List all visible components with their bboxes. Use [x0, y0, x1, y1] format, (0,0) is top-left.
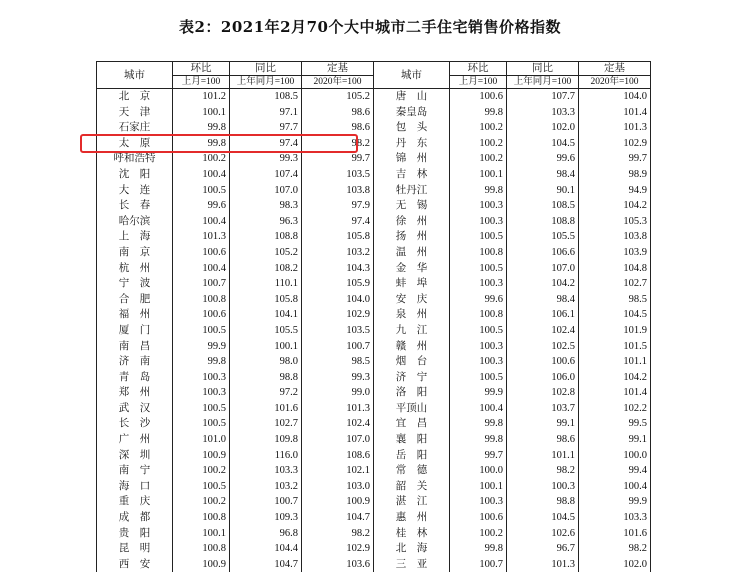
- header-yoy-left: 同比: [230, 62, 302, 76]
- table-row: [97, 214, 651, 230]
- right-city-name: 韶 关: [374, 479, 450, 495]
- left-yoy-value: 108.2: [230, 261, 302, 277]
- right-yoy-value: 104.5: [507, 136, 579, 152]
- left-city-name: 福 州: [97, 307, 173, 323]
- left-city-name: 昆 明: [97, 541, 173, 557]
- right-yoy-value: 102.0: [507, 120, 579, 136]
- right-mom-value: 99.8: [450, 183, 507, 199]
- left-base-value: 105.9: [302, 276, 374, 292]
- left-city-name: 南 昌: [97, 339, 173, 355]
- left-mom-value: 100.1: [173, 526, 230, 542]
- left-city-name: 大 连: [97, 183, 173, 199]
- left-mom-value: 100.9: [173, 448, 230, 464]
- right-base-value: 98.9: [579, 167, 651, 183]
- right-city-name: 丹 东: [374, 136, 450, 152]
- right-city-name: 惠 州: [374, 510, 450, 526]
- left-yoy-value: 107.4: [230, 167, 302, 183]
- left-base-value: 97.4: [302, 214, 374, 230]
- right-base-value: 101.5: [579, 339, 651, 355]
- left-mom-value: 101.3: [173, 229, 230, 245]
- left-yoy-value: 104.4: [230, 541, 302, 557]
- left-mom-value: 100.4: [173, 167, 230, 183]
- right-base-value: 104.2: [579, 198, 651, 214]
- left-base-value: 101.3: [302, 401, 374, 417]
- right-base-value: 103.8: [579, 229, 651, 245]
- table-row: [97, 136, 651, 152]
- right-base-value: 101.1: [579, 354, 651, 370]
- left-base-value: 108.6: [302, 448, 374, 464]
- right-base-value: 99.4: [579, 463, 651, 479]
- right-yoy-value: 104.2: [507, 276, 579, 292]
- left-yoy-value: 103.3: [230, 463, 302, 479]
- left-yoy-value: 102.7: [230, 416, 302, 432]
- right-mom-value: 99.8: [450, 432, 507, 448]
- right-mom-value: 100.8: [450, 307, 507, 323]
- left-city-name: 哈尔滨: [97, 214, 173, 230]
- table-row: [97, 105, 651, 121]
- left-base-value: 103.2: [302, 245, 374, 261]
- left-yoy-value: 98.8: [230, 370, 302, 386]
- left-city-name: 重 庆: [97, 494, 173, 510]
- right-yoy-value: 107.0: [507, 261, 579, 277]
- right-city-name: 襄 阳: [374, 432, 450, 448]
- right-city-name: 唐 山: [374, 89, 450, 105]
- right-base-value: 102.0: [579, 557, 651, 573]
- right-base-value: 103.3: [579, 510, 651, 526]
- left-mom-value: 100.5: [173, 401, 230, 417]
- right-city-name: 湛 江: [374, 494, 450, 510]
- right-base-value: 105.3: [579, 214, 651, 230]
- left-city-name: 合 肥: [97, 292, 173, 308]
- left-mom-value: 100.8: [173, 541, 230, 557]
- header-base-left: 定基: [302, 62, 374, 76]
- header-city-left: 城市: [97, 62, 173, 89]
- right-mom-value: 99.7: [450, 448, 507, 464]
- left-mom-value: 99.8: [173, 120, 230, 136]
- right-mom-value: 100.5: [450, 261, 507, 277]
- right-yoy-value: 98.2: [507, 463, 579, 479]
- table-row: [97, 198, 651, 214]
- right-yoy-value: 107.7: [507, 89, 579, 105]
- table-row: [97, 276, 651, 292]
- right-base-value: 101.3: [579, 120, 651, 136]
- left-base-value: 99.0: [302, 385, 374, 401]
- left-mom-value: 99.8: [173, 136, 230, 152]
- left-yoy-value: 105.2: [230, 245, 302, 261]
- right-base-value: 99.9: [579, 494, 651, 510]
- left-base-value: 104.7: [302, 510, 374, 526]
- table-row: [97, 479, 651, 495]
- right-city-name: 宜 昌: [374, 416, 450, 432]
- right-yoy-value: 106.0: [507, 370, 579, 386]
- right-base-value: 104.8: [579, 261, 651, 277]
- subheader-base-left: 2020年=100: [302, 76, 374, 89]
- left-city-name: 深 圳: [97, 448, 173, 464]
- left-mom-value: 100.4: [173, 214, 230, 230]
- table-row: [97, 151, 651, 167]
- left-base-value: 102.9: [302, 541, 374, 557]
- left-base-value: 102.9: [302, 307, 374, 323]
- left-city-name: 长 沙: [97, 416, 173, 432]
- right-base-value: 100.0: [579, 448, 651, 464]
- left-base-value: 98.2: [302, 526, 374, 542]
- left-base-value: 107.0: [302, 432, 374, 448]
- header-mom-right: 环比: [450, 62, 507, 76]
- right-mom-value: 100.1: [450, 167, 507, 183]
- left-yoy-value: 100.7: [230, 494, 302, 510]
- right-mom-value: 100.3: [450, 339, 507, 355]
- left-city-name: 上 海: [97, 229, 173, 245]
- right-yoy-value: 99.1: [507, 416, 579, 432]
- table-row: [97, 354, 651, 370]
- left-mom-value: 100.5: [173, 416, 230, 432]
- right-yoy-value: 98.8: [507, 494, 579, 510]
- left-city-name: 杭 州: [97, 261, 173, 277]
- left-city-name: 长 春: [97, 198, 173, 214]
- left-mom-value: 100.2: [173, 151, 230, 167]
- left-base-value: 103.0: [302, 479, 374, 495]
- right-city-name: 安 庆: [374, 292, 450, 308]
- price-index-table: [96, 61, 651, 572]
- right-yoy-value: 106.1: [507, 307, 579, 323]
- right-mom-value: 100.6: [450, 89, 507, 105]
- right-city-name: 北 海: [374, 541, 450, 557]
- right-city-name: 吉 林: [374, 167, 450, 183]
- right-city-name: 包 头: [374, 120, 450, 136]
- table-row: [97, 416, 651, 432]
- left-city-name: 石家庄: [97, 120, 173, 136]
- table-row: [97, 245, 651, 261]
- right-yoy-value: 99.6: [507, 151, 579, 167]
- left-base-value: 98.6: [302, 105, 374, 121]
- right-mom-value: 99.9: [450, 385, 507, 401]
- left-city-name: 呼和浩特: [97, 151, 173, 167]
- left-city-name: 北 京: [97, 89, 173, 105]
- right-mom-value: 100.5: [450, 323, 507, 339]
- table-body: [97, 89, 651, 573]
- left-mom-value: 100.4: [173, 261, 230, 277]
- right-base-value: 99.5: [579, 416, 651, 432]
- left-base-value: 99.3: [302, 370, 374, 386]
- table-row: [97, 323, 651, 339]
- right-city-name: 平顶山: [374, 401, 450, 417]
- left-base-value: 103.8: [302, 183, 374, 199]
- right-base-value: 99.7: [579, 151, 651, 167]
- right-mom-value: 100.3: [450, 214, 507, 230]
- right-city-name: 三 亚: [374, 557, 450, 573]
- table-row: [97, 448, 651, 464]
- left-mom-value: 101.2: [173, 89, 230, 105]
- left-base-value: 98.6: [302, 120, 374, 136]
- table-row: [97, 292, 651, 308]
- left-city-name: 厦 门: [97, 323, 173, 339]
- right-city-name: 秦皇岛: [374, 105, 450, 121]
- left-mom-value: 100.5: [173, 183, 230, 199]
- right-base-value: 101.4: [579, 105, 651, 121]
- left-base-value: 105.2: [302, 89, 374, 105]
- left-city-name: 成 都: [97, 510, 173, 526]
- right-mom-value: 100.3: [450, 354, 507, 370]
- right-city-name: 蚌 埠: [374, 276, 450, 292]
- right-mom-value: 100.8: [450, 245, 507, 261]
- left-yoy-value: 96.3: [230, 214, 302, 230]
- right-base-value: 103.9: [579, 245, 651, 261]
- left-city-name: 贵 阳: [97, 526, 173, 542]
- right-mom-value: 99.8: [450, 541, 507, 557]
- table-row: [97, 385, 651, 401]
- right-mom-value: 100.2: [450, 151, 507, 167]
- left-mom-value: 100.5: [173, 479, 230, 495]
- right-yoy-value: 108.5: [507, 198, 579, 214]
- left-base-value: 98.2: [302, 136, 374, 152]
- left-yoy-value: 97.7: [230, 120, 302, 136]
- left-city-name: 济 南: [97, 354, 173, 370]
- left-yoy-value: 108.5: [230, 89, 302, 105]
- right-mom-value: 100.6: [450, 510, 507, 526]
- right-mom-value: 100.5: [450, 229, 507, 245]
- left-mom-value: 99.9: [173, 339, 230, 355]
- left-yoy-value: 100.1: [230, 339, 302, 355]
- left-yoy-value: 105.5: [230, 323, 302, 339]
- right-mom-value: 100.2: [450, 526, 507, 542]
- right-base-value: 101.4: [579, 385, 651, 401]
- right-yoy-value: 106.6: [507, 245, 579, 261]
- left-city-name: 海 口: [97, 479, 173, 495]
- left-city-name: 武 汉: [97, 401, 173, 417]
- left-base-value: 105.8: [302, 229, 374, 245]
- left-base-value: 100.7: [302, 339, 374, 355]
- right-yoy-value: 105.5: [507, 229, 579, 245]
- left-mom-value: 100.2: [173, 494, 230, 510]
- table-row: [97, 494, 651, 510]
- left-base-value: 104.3: [302, 261, 374, 277]
- left-base-value: 99.7: [302, 151, 374, 167]
- left-mom-value: 100.7: [173, 276, 230, 292]
- subheader-yoy-left: 上年同月=100: [230, 76, 302, 89]
- left-yoy-value: 97.2: [230, 385, 302, 401]
- left-mom-value: 100.5: [173, 323, 230, 339]
- right-mom-value: 99.8: [450, 416, 507, 432]
- table-row: [97, 432, 651, 448]
- left-mom-value: 101.0: [173, 432, 230, 448]
- table-row: [97, 510, 651, 526]
- table-row: [97, 307, 651, 323]
- left-base-value: 103.5: [302, 323, 374, 339]
- table-row: [97, 89, 651, 105]
- right-city-name: 锦 州: [374, 151, 450, 167]
- right-city-name: 济 宁: [374, 370, 450, 386]
- right-base-value: 104.0: [579, 89, 651, 105]
- right-mom-value: 100.2: [450, 136, 507, 152]
- table-row: [97, 120, 651, 136]
- left-yoy-value: 109.3: [230, 510, 302, 526]
- right-city-name: 洛 阳: [374, 385, 450, 401]
- right-base-value: 100.4: [579, 479, 651, 495]
- left-base-value: 104.0: [302, 292, 374, 308]
- right-yoy-value: 103.7: [507, 401, 579, 417]
- table-row: [97, 229, 651, 245]
- table-row: [97, 261, 651, 277]
- right-mom-value: 100.2: [450, 120, 507, 136]
- right-base-value: 102.7: [579, 276, 651, 292]
- left-city-name: 南 京: [97, 245, 173, 261]
- left-mom-value: 100.8: [173, 510, 230, 526]
- left-base-value: 97.9: [302, 198, 374, 214]
- right-mom-value: 100.1: [450, 479, 507, 495]
- left-city-name: 青 岛: [97, 370, 173, 386]
- right-base-value: 94.9: [579, 183, 651, 199]
- right-base-value: 101.6: [579, 526, 651, 542]
- left-yoy-value: 104.1: [230, 307, 302, 323]
- table-row: [97, 463, 651, 479]
- right-yoy-value: 108.8: [507, 214, 579, 230]
- right-base-value: 104.5: [579, 307, 651, 323]
- left-base-value: 103.5: [302, 167, 374, 183]
- left-yoy-value: 98.0: [230, 354, 302, 370]
- right-mom-value: 100.3: [450, 198, 507, 214]
- left-city-name: 南 宁: [97, 463, 173, 479]
- left-city-name: 西 安: [97, 557, 173, 573]
- table-row: [97, 526, 651, 542]
- right-mom-value: 100.3: [450, 494, 507, 510]
- table-title: 表2：2021年2月70个大中城市二手住宅销售价格指数: [179, 18, 561, 36]
- right-mom-value: 100.0: [450, 463, 507, 479]
- right-yoy-value: 101.1: [507, 448, 579, 464]
- right-yoy-value: 101.3: [507, 557, 579, 573]
- right-city-name: 赣 州: [374, 339, 450, 355]
- left-base-value: 98.5: [302, 354, 374, 370]
- subheader-mom-right: 上月=100: [450, 76, 507, 89]
- left-mom-value: 99.6: [173, 198, 230, 214]
- left-mom-value: 100.6: [173, 307, 230, 323]
- left-yoy-value: 109.8: [230, 432, 302, 448]
- left-city-name: 天 津: [97, 105, 173, 121]
- left-yoy-value: 116.0: [230, 448, 302, 464]
- subheader-yoy-right: 上年同月=100: [507, 76, 579, 89]
- left-city-name: 宁 波: [97, 276, 173, 292]
- left-base-value: 102.1: [302, 463, 374, 479]
- left-yoy-value: 97.1: [230, 105, 302, 121]
- table-row: [97, 183, 651, 199]
- header-base-right: 定基: [579, 62, 651, 76]
- left-yoy-value: 103.2: [230, 479, 302, 495]
- right-yoy-value: 102.5: [507, 339, 579, 355]
- right-base-value: 101.9: [579, 323, 651, 339]
- right-yoy-value: 100.6: [507, 354, 579, 370]
- left-yoy-value: 97.4: [230, 136, 302, 152]
- right-yoy-value: 90.1: [507, 183, 579, 199]
- right-mom-value: 100.7: [450, 557, 507, 573]
- right-base-value: 102.9: [579, 136, 651, 152]
- right-yoy-value: 104.5: [507, 510, 579, 526]
- right-yoy-value: 102.8: [507, 385, 579, 401]
- right-yoy-value: 96.7: [507, 541, 579, 557]
- left-yoy-value: 110.1: [230, 276, 302, 292]
- right-mom-value: 99.6: [450, 292, 507, 308]
- right-base-value: 98.5: [579, 292, 651, 308]
- left-mom-value: 100.8: [173, 292, 230, 308]
- left-yoy-value: 101.6: [230, 401, 302, 417]
- left-mom-value: 100.2: [173, 463, 230, 479]
- header-mom-left: 环比: [173, 62, 230, 76]
- right-yoy-value: 98.4: [507, 292, 579, 308]
- left-yoy-value: 107.0: [230, 183, 302, 199]
- header-yoy-right: 同比: [507, 62, 579, 76]
- right-city-name: 徐 州: [374, 214, 450, 230]
- left-city-name: 广 州: [97, 432, 173, 448]
- right-yoy-value: 100.3: [507, 479, 579, 495]
- right-base-value: 98.2: [579, 541, 651, 557]
- right-city-name: 桂 林: [374, 526, 450, 542]
- right-mom-value: 100.3: [450, 276, 507, 292]
- right-city-name: 牡丹江: [374, 183, 450, 199]
- right-city-name: 常 德: [374, 463, 450, 479]
- right-base-value: 99.1: [579, 432, 651, 448]
- right-city-name: 岳 阳: [374, 448, 450, 464]
- right-city-name: 金 华: [374, 261, 450, 277]
- right-city-name: 九 江: [374, 323, 450, 339]
- table-row: [97, 401, 651, 417]
- right-mom-value: 100.5: [450, 370, 507, 386]
- left-mom-value: 100.1: [173, 105, 230, 121]
- left-yoy-value: 96.8: [230, 526, 302, 542]
- left-city-name: 郑 州: [97, 385, 173, 401]
- right-yoy-value: 98.4: [507, 167, 579, 183]
- left-yoy-value: 98.3: [230, 198, 302, 214]
- right-city-name: 扬 州: [374, 229, 450, 245]
- left-yoy-value: 104.7: [230, 557, 302, 573]
- left-yoy-value: 99.3: [230, 151, 302, 167]
- header-row: [97, 62, 651, 76]
- right-mom-value: 99.8: [450, 105, 507, 121]
- left-mom-value: 100.3: [173, 370, 230, 386]
- right-yoy-value: 102.6: [507, 526, 579, 542]
- left-yoy-value: 105.8: [230, 292, 302, 308]
- left-base-value: 100.9: [302, 494, 374, 510]
- left-city-name: 沈 阳: [97, 167, 173, 183]
- table-row: [97, 339, 651, 355]
- right-city-name: 泉 州: [374, 307, 450, 323]
- table-row: [97, 167, 651, 183]
- table-row: [97, 557, 651, 573]
- left-base-value: 102.4: [302, 416, 374, 432]
- header-city-right: 城市: [374, 62, 450, 89]
- left-city-name: 太 原: [97, 136, 173, 152]
- right-base-value: 104.2: [579, 370, 651, 386]
- left-base-value: 103.6: [302, 557, 374, 573]
- right-yoy-value: 98.6: [507, 432, 579, 448]
- right-city-name: 烟 台: [374, 354, 450, 370]
- right-city-name: 温 州: [374, 245, 450, 261]
- subheader-mom-left: 上月=100: [173, 76, 230, 89]
- right-city-name: 无 锡: [374, 198, 450, 214]
- right-base-value: 102.2: [579, 401, 651, 417]
- subheader-base-right: 2020年=100: [579, 76, 651, 89]
- left-mom-value: 100.3: [173, 385, 230, 401]
- right-yoy-value: 102.4: [507, 323, 579, 339]
- table-row: [97, 370, 651, 386]
- left-mom-value: 99.8: [173, 354, 230, 370]
- left-mom-value: 100.9: [173, 557, 230, 573]
- right-mom-value: 100.4: [450, 401, 507, 417]
- left-mom-value: 100.6: [173, 245, 230, 261]
- left-yoy-value: 108.8: [230, 229, 302, 245]
- table-row: [97, 541, 651, 557]
- right-yoy-value: 103.3: [507, 105, 579, 121]
